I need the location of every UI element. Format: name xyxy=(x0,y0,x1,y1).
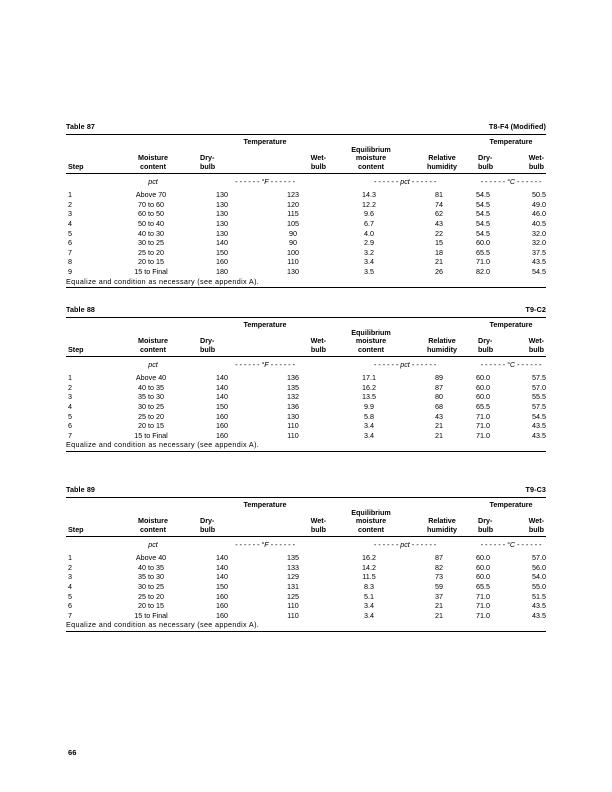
unit-emc-pct: - - - - - - pct - - - - - - xyxy=(334,537,476,554)
cell-wet-bulb-c: 54.5 xyxy=(532,411,547,421)
cell-wet-bulb-c: 43.5 xyxy=(532,421,547,431)
cell-dry-bulb-f: 130 xyxy=(216,190,228,200)
table-caption-label: Table 88 xyxy=(66,305,96,314)
cell-equilibrium-moisture-content: 3.4 xyxy=(364,601,375,611)
cell-equilibrium-moisture-content: 9.9 xyxy=(364,402,375,411)
cell-step: 7 xyxy=(68,247,72,257)
cell-dry-bulb-c: 54.5 xyxy=(476,219,491,228)
col-head-step: Step xyxy=(68,344,84,354)
cell-dry-bulb-f: 140 xyxy=(216,562,228,572)
cell-step: 3 xyxy=(68,209,72,219)
cell-moisture-content: 40 to 35 xyxy=(138,382,164,392)
group-head-spacer-rh xyxy=(408,318,476,330)
cell-step: 2 xyxy=(68,562,72,572)
unit-emc-pct: - - - - - - pct - - - - - - xyxy=(334,174,476,191)
cell-equilibrium-moisture-content: 11.5 xyxy=(362,572,376,582)
cell-equilibrium-moisture-content: 6.7 xyxy=(364,219,375,228)
col-head-relative-humidity: Relative humidity xyxy=(427,516,457,534)
cell-dry-bulb-f: 150 xyxy=(216,582,228,591)
col-head-equilibrium-moisture-content: Equilibrium moisture content xyxy=(351,145,391,171)
cell-wet-bulb-f: 110 xyxy=(287,610,299,620)
cell-moisture-content: 40 to 35 xyxy=(138,562,164,572)
table-schedule-code: T8-F4 (Modified) xyxy=(488,122,546,131)
col-head-relative-humidity: Relative humidity xyxy=(427,336,457,354)
cell-wet-bulb-c: 57.5 xyxy=(532,402,547,411)
cell-relative-humidity: 59 xyxy=(435,582,444,591)
cell-relative-humidity: 22 xyxy=(435,228,444,238)
cell-wet-bulb-f: 131 xyxy=(287,582,299,591)
cell-dry-bulb-f: 160 xyxy=(216,610,228,620)
cell-dry-bulb-f: 140 xyxy=(216,238,228,248)
table-header-group-row xyxy=(66,318,546,330)
cell-equilibrium-moisture-content: 3.4 xyxy=(364,421,375,431)
cell-relative-humidity: 37 xyxy=(435,591,444,601)
cell-relative-humidity: 18 xyxy=(435,247,444,257)
group-head-temperature-f: Temperature xyxy=(196,318,334,330)
group-head-temperature-f: Temperature xyxy=(196,135,334,147)
table-bottom-rule xyxy=(66,288,546,289)
cell-relative-humidity: 21 xyxy=(435,421,444,431)
table-footnote: Equalize and condition as necessary (see appendix A). xyxy=(66,440,260,450)
cell-wet-bulb-c: 55.5 xyxy=(532,392,547,402)
cell-dry-bulb-f: 160 xyxy=(216,257,228,267)
cell-equilibrium-moisture-content: 9.6 xyxy=(364,209,375,219)
cell-dry-bulb-c: 60.0 xyxy=(476,562,491,572)
cell-step: 2 xyxy=(68,382,72,392)
group-head-spacer-mc xyxy=(110,498,196,510)
cell-dry-bulb-c: 71.0 xyxy=(476,411,491,421)
cell-dry-bulb-c: 60.0 xyxy=(476,238,491,248)
cell-wet-bulb-c: 57.0 xyxy=(532,553,547,563)
col-head-dry-bulb-f: Dry- bulb xyxy=(200,336,216,354)
group-head-spacer-step xyxy=(66,135,110,147)
cell-wet-bulb-c: 40.5 xyxy=(532,219,547,228)
cell-wet-bulb-f: 135 xyxy=(287,382,299,392)
cell-step: 5 xyxy=(68,228,72,238)
table-caption-row xyxy=(66,305,546,317)
cell-relative-humidity: 43 xyxy=(435,411,444,421)
table-row xyxy=(66,229,546,239)
col-head-relative-humidity: Relative humidity xyxy=(427,153,457,171)
col-head-wet-bulb-f: Wet- bulb xyxy=(310,153,327,171)
cell-dry-bulb-c: 54.5 xyxy=(476,209,491,219)
cell-equilibrium-moisture-content: 3.5 xyxy=(364,266,375,276)
cell-relative-humidity: 43 xyxy=(435,219,444,228)
table-units-row xyxy=(66,357,546,374)
cell-moisture-content: 40 to 30 xyxy=(138,228,164,238)
table-header-group-row xyxy=(66,135,546,147)
cell-dry-bulb-f: 140 xyxy=(216,553,228,563)
cell-moisture-content: 50 to 40 xyxy=(138,219,164,228)
cell-step: 4 xyxy=(68,219,72,228)
page-number: 66 xyxy=(68,748,77,757)
cell-moisture-content: Above 40 xyxy=(135,553,167,563)
table-header-columns-row xyxy=(66,329,546,356)
table-row xyxy=(66,592,546,602)
col-head-moisture-content: Moisture content xyxy=(138,153,168,171)
table-units-row xyxy=(66,174,546,191)
cell-dry-bulb-c: 71.0 xyxy=(476,257,491,267)
cell-relative-humidity: 87 xyxy=(435,553,444,563)
cell-relative-humidity: 74 xyxy=(435,199,444,209)
table-footnote-row xyxy=(66,277,546,288)
group-head-temperature-c: Temperature xyxy=(476,135,546,147)
group-head-temperature-c: Temperature xyxy=(476,498,546,510)
table-caption-row xyxy=(66,122,546,134)
cell-step: 1 xyxy=(68,190,72,200)
col-head-moisture-content: Moisture content xyxy=(138,516,168,534)
cell-wet-bulb-f: 90 xyxy=(289,228,297,238)
table-row xyxy=(66,611,546,621)
table-row xyxy=(66,431,546,441)
group-head-spacer-mc xyxy=(110,135,196,147)
cell-moisture-content: Above 70 xyxy=(135,190,167,200)
cell-wet-bulb-c: 37.5 xyxy=(532,247,547,257)
table-row xyxy=(66,392,546,402)
cell-dry-bulb-c: 60.0 xyxy=(476,572,491,582)
table-block-87 xyxy=(66,122,546,288)
cell-step: 1 xyxy=(68,373,72,383)
cell-dry-bulb-c: 60.0 xyxy=(476,373,491,383)
unit-temperature-c: - - - - - - °C - - - - - - xyxy=(476,357,546,374)
cell-wet-bulb-f: 123 xyxy=(287,190,299,200)
cell-moisture-content: 70 to 60 xyxy=(138,199,164,209)
unit-temperature-c: - - - - - - °C - - - - - - xyxy=(476,537,546,554)
table-schedule-code: T9-C2 xyxy=(525,305,546,314)
cell-moisture-content: 15 to Final xyxy=(134,430,168,440)
cell-relative-humidity: 81 xyxy=(435,190,444,200)
cell-dry-bulb-c: 65.5 xyxy=(476,582,491,591)
cell-dry-bulb-c: 60.0 xyxy=(476,392,491,402)
cell-dry-bulb-c: 54.5 xyxy=(476,190,491,200)
cell-wet-bulb-f: 125 xyxy=(287,591,299,601)
cell-moisture-content: 30 to 25 xyxy=(138,238,164,248)
group-head-spacer-step xyxy=(66,318,110,330)
group-head-spacer-rh xyxy=(408,498,476,510)
table-row xyxy=(66,219,546,229)
group-head-temperature-c: Temperature xyxy=(476,318,546,330)
table-bottom-rule xyxy=(66,451,546,452)
table-row xyxy=(66,421,546,431)
col-head-dry-bulb-c: Dry- bulb xyxy=(478,516,494,534)
cell-step: 6 xyxy=(68,238,72,248)
cell-relative-humidity: 21 xyxy=(435,610,444,620)
cell-dry-bulb-f: 180 xyxy=(216,266,228,276)
col-head-dry-bulb-c: Dry- bulb xyxy=(478,336,494,354)
cell-equilibrium-moisture-content: 3.2 xyxy=(364,247,375,257)
cell-dry-bulb-f: 130 xyxy=(216,209,228,219)
cell-dry-bulb-f: 140 xyxy=(216,382,228,392)
cell-equilibrium-moisture-content: 3.4 xyxy=(364,430,375,440)
table-block-88 xyxy=(66,305,546,452)
cell-wet-bulb-c: 43.5 xyxy=(532,610,547,620)
table-row xyxy=(66,209,546,219)
col-head-moisture-content: Moisture content xyxy=(138,336,168,354)
table-bottom-rule-cell xyxy=(66,631,546,632)
cell-equilibrium-moisture-content: 3.4 xyxy=(364,610,375,620)
cell-relative-humidity: 73 xyxy=(435,572,444,582)
drying-schedule-table xyxy=(66,317,546,452)
cell-wet-bulb-f: 110 xyxy=(287,257,299,267)
unit-moisture-content: pct xyxy=(110,174,196,191)
cell-moisture-content: 35 to 30 xyxy=(138,392,164,402)
unit-moisture-content: pct xyxy=(110,537,196,554)
cell-equilibrium-moisture-content: 17.1 xyxy=(362,373,377,383)
table-units-row xyxy=(66,537,546,554)
cell-dry-bulb-f: 150 xyxy=(216,247,228,257)
cell-wet-bulb-f: 100 xyxy=(287,247,299,257)
cell-moisture-content: 30 to 25 xyxy=(138,402,164,411)
col-head-wet-bulb-f: Wet- bulb xyxy=(310,336,327,354)
cell-wet-bulb-f: 135 xyxy=(287,553,299,563)
cell-wet-bulb-f: 133 xyxy=(287,562,299,572)
cell-dry-bulb-c: 65.5 xyxy=(476,402,491,411)
cell-dry-bulb-f: 130 xyxy=(216,199,228,209)
cell-wet-bulb-f: 136 xyxy=(287,373,299,383)
cell-moisture-content: 20 to 15 xyxy=(138,257,164,267)
cell-step: 1 xyxy=(68,553,72,563)
cell-moisture-content: 20 to 15 xyxy=(138,421,164,431)
table-row xyxy=(66,412,546,422)
cell-dry-bulb-f: 160 xyxy=(216,601,228,611)
cell-step: 9 xyxy=(68,266,72,276)
table-footnote-row xyxy=(66,620,546,631)
cell-dry-bulb-f: 130 xyxy=(216,219,228,228)
unit-temperature-c: - - - - - - °C - - - - - - xyxy=(476,174,546,191)
col-head-wet-bulb-c: Wet- bulb xyxy=(528,153,545,171)
unit-moisture-content: pct xyxy=(110,357,196,374)
cell-dry-bulb-f: 160 xyxy=(216,421,228,431)
col-head-dry-bulb-f: Dry- bulb xyxy=(200,153,216,171)
cell-wet-bulb-c: 43.5 xyxy=(532,257,547,267)
cell-step: 4 xyxy=(68,582,72,591)
cell-dry-bulb-c: 71.0 xyxy=(476,610,491,620)
cell-moisture-content: 60 to 50 xyxy=(138,209,164,219)
table-row xyxy=(66,601,546,611)
cell-dry-bulb-c: 71.0 xyxy=(476,601,491,611)
cell-dry-bulb-c: 54.5 xyxy=(476,228,491,238)
cell-step: 3 xyxy=(68,392,72,402)
cell-relative-humidity: 82 xyxy=(435,562,444,572)
cell-equilibrium-moisture-content: 5.1 xyxy=(364,591,375,601)
table-row xyxy=(66,402,546,412)
table-header-columns-row xyxy=(66,146,546,173)
cell-moisture-content: 25 to 20 xyxy=(138,411,164,421)
cell-wet-bulb-c: 50.5 xyxy=(532,190,547,200)
cell-step: 7 xyxy=(68,610,72,620)
table-bottom-rule-cell xyxy=(66,288,546,289)
table-footnote: Equalize and condition as necessary (see appendix A). xyxy=(66,620,260,630)
cell-equilibrium-moisture-content: 16.2 xyxy=(362,553,377,563)
col-head-wet-bulb-f: Wet- bulb xyxy=(310,516,327,534)
table-header-group-row xyxy=(66,498,546,510)
unit-spacer-step xyxy=(66,174,110,191)
cell-equilibrium-moisture-content: 3.4 xyxy=(364,257,375,267)
table-row xyxy=(66,572,546,582)
cell-wet-bulb-c: 51.5 xyxy=(532,591,547,601)
cell-equilibrium-moisture-content: 4.0 xyxy=(364,228,375,238)
cell-dry-bulb-c: 71.0 xyxy=(476,591,491,601)
unit-spacer-step xyxy=(66,357,110,374)
cell-wet-bulb-f: 115 xyxy=(287,209,299,219)
cell-relative-humidity: 21 xyxy=(435,601,444,611)
cell-dry-bulb-f: 160 xyxy=(216,411,228,421)
cell-step: 7 xyxy=(68,430,72,440)
cell-wet-bulb-c: 43.5 xyxy=(532,601,547,611)
table-block-89 xyxy=(66,485,546,632)
table-row xyxy=(66,190,546,200)
cell-dry-bulb-c: 82.0 xyxy=(476,266,491,276)
cell-relative-humidity: 87 xyxy=(435,382,444,392)
cell-dry-bulb-f: 160 xyxy=(216,591,228,601)
table-caption-label: Table 89 xyxy=(66,485,96,494)
cell-wet-bulb-f: 90 xyxy=(289,238,297,248)
cell-dry-bulb-f: 140 xyxy=(216,572,228,582)
cell-wet-bulb-c: 43.5 xyxy=(532,430,547,440)
cell-moisture-content: 15 to Final xyxy=(134,610,168,620)
col-head-step: Step xyxy=(68,524,84,534)
cell-step: 5 xyxy=(68,591,72,601)
cell-moisture-content: 30 to 25 xyxy=(138,582,164,591)
cell-moisture-content: Above 40 xyxy=(135,373,167,383)
table-row xyxy=(66,200,546,210)
cell-wet-bulb-f: 132 xyxy=(287,392,299,402)
table-header-columns-row xyxy=(66,509,546,536)
group-head-spacer-mc xyxy=(110,318,196,330)
cell-equilibrium-moisture-content: 14.2 xyxy=(362,562,377,572)
drying-schedule-table xyxy=(66,134,546,288)
cell-wet-bulb-f: 129 xyxy=(287,572,299,582)
cell-relative-humidity: 15 xyxy=(435,238,444,248)
cell-wet-bulb-f: 120 xyxy=(287,199,299,209)
cell-relative-humidity: 21 xyxy=(435,430,444,440)
cell-step: 8 xyxy=(68,257,72,267)
cell-dry-bulb-f: 130 xyxy=(216,228,228,238)
col-head-wet-bulb-c: Wet- bulb xyxy=(528,516,545,534)
table-footnote-row xyxy=(66,440,546,451)
group-head-temperature-f: Temperature xyxy=(196,498,334,510)
cell-dry-bulb-f: 140 xyxy=(216,392,228,402)
table-row xyxy=(66,257,546,267)
cell-relative-humidity: 80 xyxy=(435,392,444,402)
unit-temperature-f: - - - - - - °F - - - - - - xyxy=(196,174,334,191)
cell-wet-bulb-f: 136 xyxy=(287,402,299,411)
cell-dry-bulb-c: 54.5 xyxy=(476,199,491,209)
cell-wet-bulb-c: 57.5 xyxy=(532,373,547,383)
cell-wet-bulb-f: 105 xyxy=(287,219,299,228)
cell-relative-humidity: 21 xyxy=(435,257,444,267)
table-footnote: Equalize and condition as necessary (see appendix A). xyxy=(66,276,260,286)
cell-equilibrium-moisture-content: 8.3 xyxy=(364,582,375,591)
col-head-dry-bulb-c: Dry- bulb xyxy=(478,153,494,171)
col-head-step: Step xyxy=(68,161,84,171)
cell-step: 5 xyxy=(68,411,72,421)
cell-equilibrium-moisture-content: 16.2 xyxy=(362,382,377,392)
col-head-dry-bulb-f: Dry- bulb xyxy=(200,516,216,534)
table-caption-label: Table 87 xyxy=(66,122,96,131)
unit-temperature-f: - - - - - - °F - - - - - - xyxy=(196,537,334,554)
table-caption-row xyxy=(66,485,546,497)
cell-step: 2 xyxy=(68,199,72,209)
cell-moisture-content: 35 to 30 xyxy=(138,572,164,582)
cell-wet-bulb-c: 32.0 xyxy=(532,238,547,248)
cell-moisture-content: 15 to Final xyxy=(134,266,168,276)
table-row xyxy=(66,373,546,383)
cell-dry-bulb-f: 160 xyxy=(216,430,228,440)
unit-emc-pct: - - - - - - pct - - - - - - xyxy=(334,357,476,374)
cell-wet-bulb-c: 56.0 xyxy=(532,562,547,572)
cell-equilibrium-moisture-content: 12.2 xyxy=(362,199,377,209)
col-head-equilibrium-moisture-content: Equilibrium moisture content xyxy=(351,328,391,354)
cell-dry-bulb-c: 65.5 xyxy=(476,247,491,257)
col-head-wet-bulb-c: Wet- bulb xyxy=(528,336,545,354)
cell-moisture-content: 25 to 20 xyxy=(138,591,164,601)
cell-wet-bulb-f: 130 xyxy=(287,266,299,276)
cell-wet-bulb-c: 57.0 xyxy=(532,382,547,392)
cell-step: 6 xyxy=(68,421,72,431)
cell-wet-bulb-c: 49.0 xyxy=(532,199,547,209)
table-row xyxy=(66,563,546,573)
cell-wet-bulb-c: 55.0 xyxy=(532,582,547,591)
cell-equilibrium-moisture-content: 13.5 xyxy=(362,392,377,402)
group-head-spacer-step xyxy=(66,498,110,510)
cell-relative-humidity: 68 xyxy=(435,402,444,411)
cell-wet-bulb-f: 110 xyxy=(287,421,299,431)
cell-step: 4 xyxy=(68,402,72,411)
unit-spacer-step xyxy=(66,537,110,554)
cell-equilibrium-moisture-content: 5.8 xyxy=(364,411,375,421)
table-bottom-rule-cell xyxy=(66,451,546,452)
table-row xyxy=(66,582,546,592)
cell-equilibrium-moisture-content: 14.3 xyxy=(362,190,377,200)
table-row xyxy=(66,553,546,563)
cell-dry-bulb-f: 140 xyxy=(216,373,228,383)
cell-relative-humidity: 26 xyxy=(435,266,444,276)
cell-wet-bulb-f: 110 xyxy=(287,601,299,611)
cell-dry-bulb-c: 60.0 xyxy=(476,382,491,392)
table-row xyxy=(66,238,546,248)
table-row xyxy=(66,267,546,277)
cell-wet-bulb-c: 32.0 xyxy=(532,228,547,238)
group-head-spacer-rh xyxy=(408,135,476,147)
cell-moisture-content: 25 to 20 xyxy=(138,247,164,257)
cell-relative-humidity: 62 xyxy=(435,209,444,219)
cell-relative-humidity: 89 xyxy=(435,373,444,383)
cell-step: 6 xyxy=(68,601,72,611)
table-row xyxy=(66,383,546,393)
cell-step: 3 xyxy=(68,572,72,582)
drying-schedule-table xyxy=(66,497,546,632)
cell-wet-bulb-c: 46.0 xyxy=(532,209,547,219)
unit-temperature-f: - - - - - - °F - - - - - - xyxy=(196,357,334,374)
cell-dry-bulb-f: 150 xyxy=(216,402,228,411)
cell-wet-bulb-c: 54.0 xyxy=(532,572,547,582)
col-head-equilibrium-moisture-content: Equilibrium moisture content xyxy=(351,508,391,534)
table-schedule-code: T9-C3 xyxy=(525,485,546,494)
cell-moisture-content: 20 to 15 xyxy=(138,601,164,611)
cell-dry-bulb-c: 60.0 xyxy=(476,553,491,563)
cell-wet-bulb-f: 130 xyxy=(287,411,299,421)
table-row xyxy=(66,248,546,258)
cell-dry-bulb-c: 71.0 xyxy=(476,430,491,440)
cell-wet-bulb-c: 54.5 xyxy=(532,266,547,276)
cell-equilibrium-moisture-content: 2.9 xyxy=(364,238,375,248)
table-bottom-rule xyxy=(66,631,546,632)
cell-wet-bulb-f: 110 xyxy=(287,430,299,440)
cell-dry-bulb-c: 71.0 xyxy=(476,421,491,431)
